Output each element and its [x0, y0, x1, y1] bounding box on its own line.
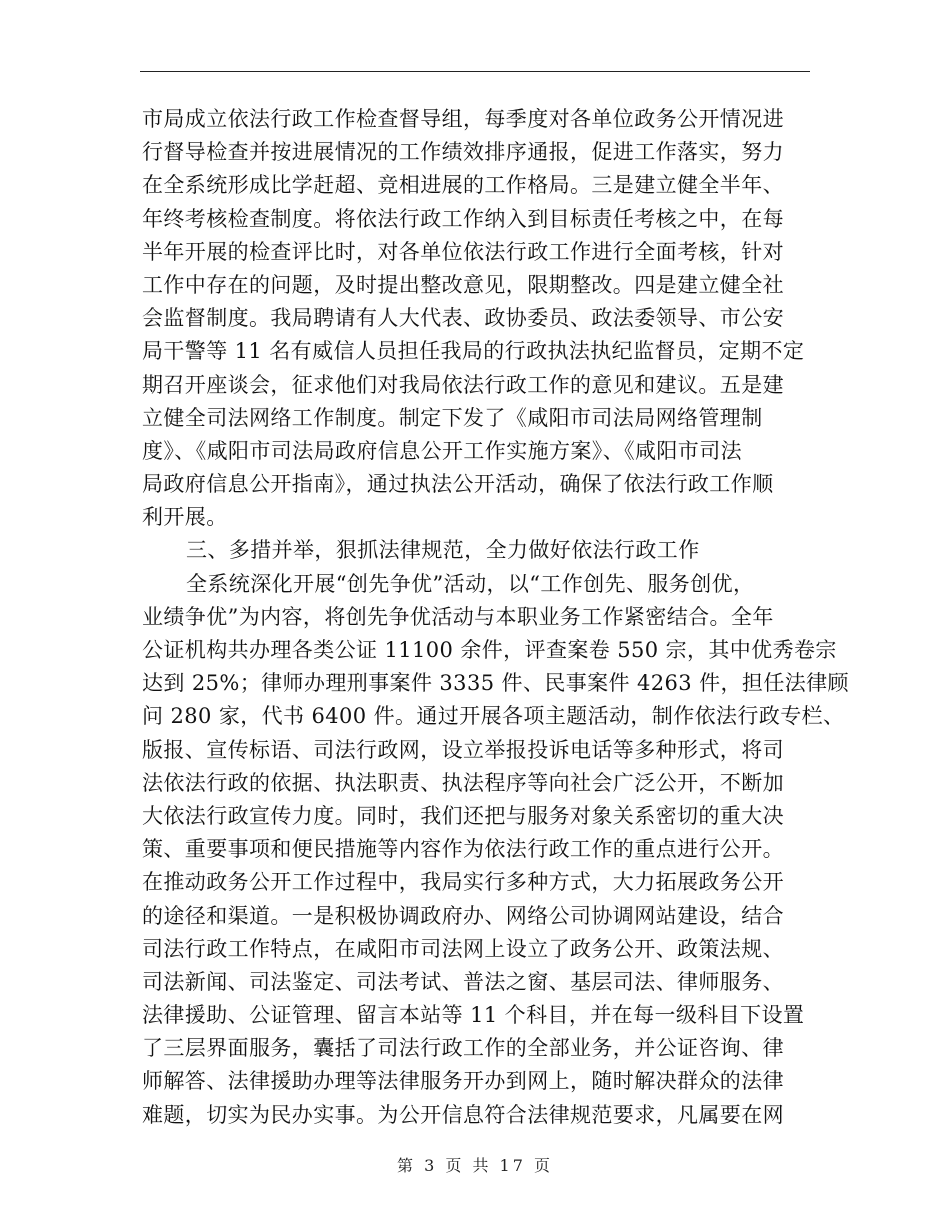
text-line: 法律援助、公证管理、留言本站等 11 个科目，并在每一级科目下设置 — [142, 1003, 805, 1028]
text-line: 了三层界面服务，囊括了司法行政工作的全部业务，并公证咨询、律 — [142, 1036, 784, 1061]
text-line: 利开展。 — [142, 505, 228, 530]
text-line: 全系统深化开展“创先争优”活动，以“工作创先、服务创优， — [186, 571, 755, 596]
text-line: 在全系统形成比学赶超、竞相进展的工作格局。三是建立健全半年、 — [142, 173, 784, 198]
text-line: 局政府信息公开指南》，通过执法公开活动，确保了依法行政工作顺 — [142, 472, 774, 497]
text-line: 达到 25%；律师办理刑事案件 3335 件、民事案件 4263 件，担任法律顾 — [142, 671, 849, 696]
text-line: 在推动政务公开工作过程中，我局实行多种方式，大力拓展政务公开 — [142, 870, 784, 895]
text-line: 的途径和渠道。一是积极协调政府办、网络公司协调网站建设，结合 — [142, 903, 784, 928]
text-line: 度》、《咸阳市司法局政府信息公开工作实施方案》、《咸阳市司法 — [142, 438, 742, 463]
text-line: 会监督制度。我局聘请有人大代表、政协委员、政法委领导、市公安 — [142, 306, 784, 331]
text-line: 局干警等 11 名有威信人员担任我局的行政执法执纪监督员，定期不定 — [142, 339, 805, 364]
document-body — [142, 103, 849, 1132]
text-line: 立健全司法网络工作制度。制定下发了《咸阳市司法局网络管理制 — [142, 405, 763, 430]
text-line: 问 280 家，代书 6400 件。通过开展各项主题活动，制作依法行政专栏、 — [142, 704, 845, 729]
text-line: 业绩争优”为内容，将创先争优活动与本职业务工作紧密结合。全年 — [142, 604, 774, 629]
section-heading: 三、多措并举，狠抓法律规范，全力做好依法行政工作 — [186, 538, 700, 563]
page-number: 第 3 页 共 17 页 — [397, 1156, 553, 1175]
text-line: 司法新闻、司法鉴定、司法考试、普法之窗、基层司法、律师服务、 — [142, 969, 784, 994]
text-line: 策、重要事项和便民措施等内容作为依法行政工作的重点进行公开。 — [142, 837, 784, 862]
text-line: 半年开展的检查评比时，对各单位依法行政工作进行全面考核，针对 — [142, 239, 784, 264]
text-line: 版报、宣传标语、司法行政网，设立举报投诉电话等多种形式，将司 — [142, 737, 784, 762]
text-line: 年终考核检查制度。将依法行政工作纳入到目标责任考核之中，在每 — [142, 206, 784, 231]
text-line: 大依法行政宣传力度。同时，我们还把与服务对象关系密切的重大决 — [142, 803, 784, 828]
text-line: 司法行政工作特点，在咸阳市司法网上设立了政务公开、政策法规、 — [142, 936, 784, 961]
text-line: 期召开座谈会，征求他们对我局依法行政工作的意见和建议。五是建 — [142, 372, 784, 397]
text-line: 法依法行政的依据、执法职责、执法程序等向社会广泛公开，不断加 — [142, 770, 784, 795]
text-line: 行督导检查并按进展情况的工作绩效排序通报，促进工作落实，努力 — [142, 140, 784, 165]
text-line: 公证机构共办理各类公证 11100 余件，评查案卷 550 宗，其中优秀卷宗 — [142, 638, 837, 662]
text-line: 师解答、法律援助办理等法律服务开办到网上，随时解决群众的法律 — [142, 1069, 784, 1094]
text-line: 市局成立依法行政工作检查督导组，每季度对各单位政务公开情况进 — [142, 107, 784, 131]
header-rule — [140, 71, 810, 72]
text-line: 难题，切实为民办实事。为公开信息符合法律规范要求，凡属要在网 — [142, 1102, 784, 1127]
text-line: 工作中存在的问题，及时提出整改意见，限期整改。四是建立健全社 — [142, 272, 784, 297]
